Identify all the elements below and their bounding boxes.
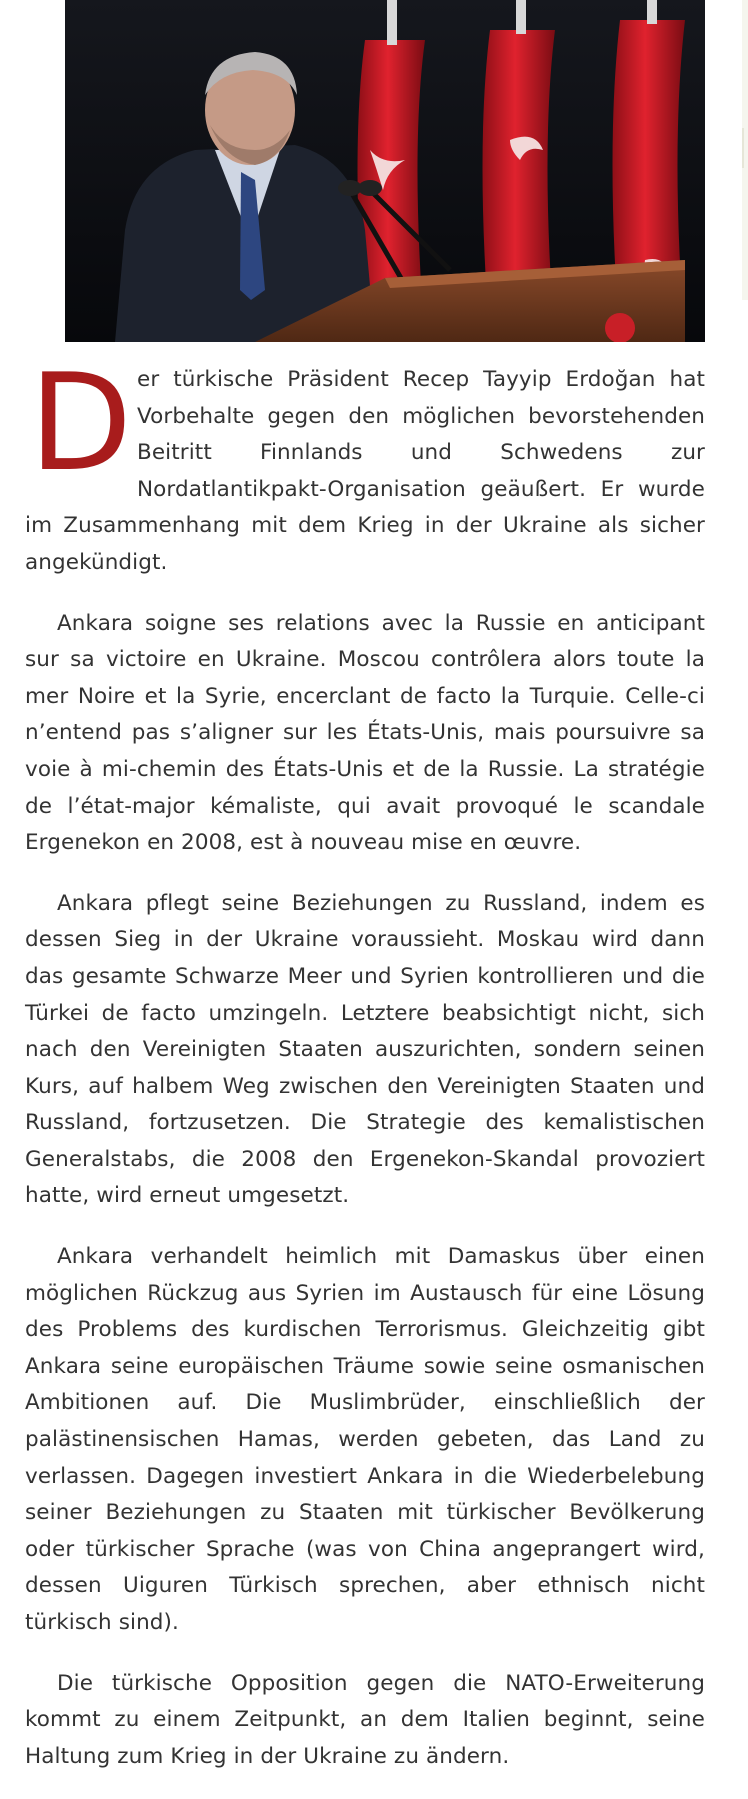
- paragraph: Ankara soigne ses relations avec la Russie en anticipant sur sa victoire en Ukraine. Moscou contrôlera alors toute la mer Noire et la Syrie, encerclant de facto la Turquie. Celle-ci n’entend pas s’aligner sur les États-Unis, mais poursuivre sa voie à mi-chemin des États-Unis et de la Russie. La stratégie de l’état-major kémaliste, qui avait provoqué le scandale Ergenekon en 2008, est à nouveau mise en œuvre.: [25, 610, 705, 856]
- paragraph: Ankara pflegt seine Beziehungen zu Russland, indem es dessen Sieg in der Ukraine voraussieht. Moskau wird dann das gesamte Schwarze Meer und Syrien kontrollieren und die Türkei de facto umzingeln. Letztere beabsichtigt nicht, sich nach den Vereinigten Staaten auszurichten, sondern seinen Kurs, auf halbem Weg zwischen den Vereinigten Staaten und Russland, fortzusetzen. Die Strategie des kemalistischen Generalstabs, die 2008 den Ergenekon-Skandal provoziert hatte, wird erneut umgesetzt.: [25, 890, 705, 1209]
- photo-illustration: [65, 0, 705, 342]
- page-edge-strip: [742, 0, 748, 300]
- paragraph: Ankara verhandelt heimlich mit Damaskus über einen möglichen Rückzug aus Syrien im Austausch für eine Lösung des Problems des kurdischen Terrorismus. Gleichzeitig gibt Ankara seine europäischen Träume sowie seine osmanischen Ambitionen auf. Die Muslimbrüder, einschließlich der palästinensischen Hamas, werden gebeten, das Land zu verlassen. Dagegen investiert Ankara in die Wiederbelebung seiner Beziehungen zu Staaten mit türkischer Bevölkerung oder türkischer Sprache (was von China angeprangert wird, dessen Uiguren Türkisch sprechen, aber ethnisch nicht türkisch sind).: [25, 1244, 705, 1635]
- edge-tick: [742, 128, 744, 168]
- paragraph-intro: [25, 345, 705, 582]
- article-photo: [65, 0, 705, 342]
- article-body: [25, 345, 705, 1799]
- paragraph-text: er türkische Präsident Recep Tayyip Erdoğan hat Vorbehalte gegen den möglichen bevorstehenden Beitritt Finnlands und Schwedens zur Nordatlantikpakt-Organisation geäußert. Er wurde im Zusammenhang mit dem Krieg in der Ukraine als sicher angekündigt.: [25, 367, 705, 575]
- paragraph: Die türkische Opposition gegen die NATO-Erweiterung kommt zu einem Zeitpunkt, an dem Italien beginnt, seine Haltung zum Krieg in der Ukraine zu ändern.: [25, 1670, 705, 1769]
- drop-cap: D: [29, 345, 133, 501]
